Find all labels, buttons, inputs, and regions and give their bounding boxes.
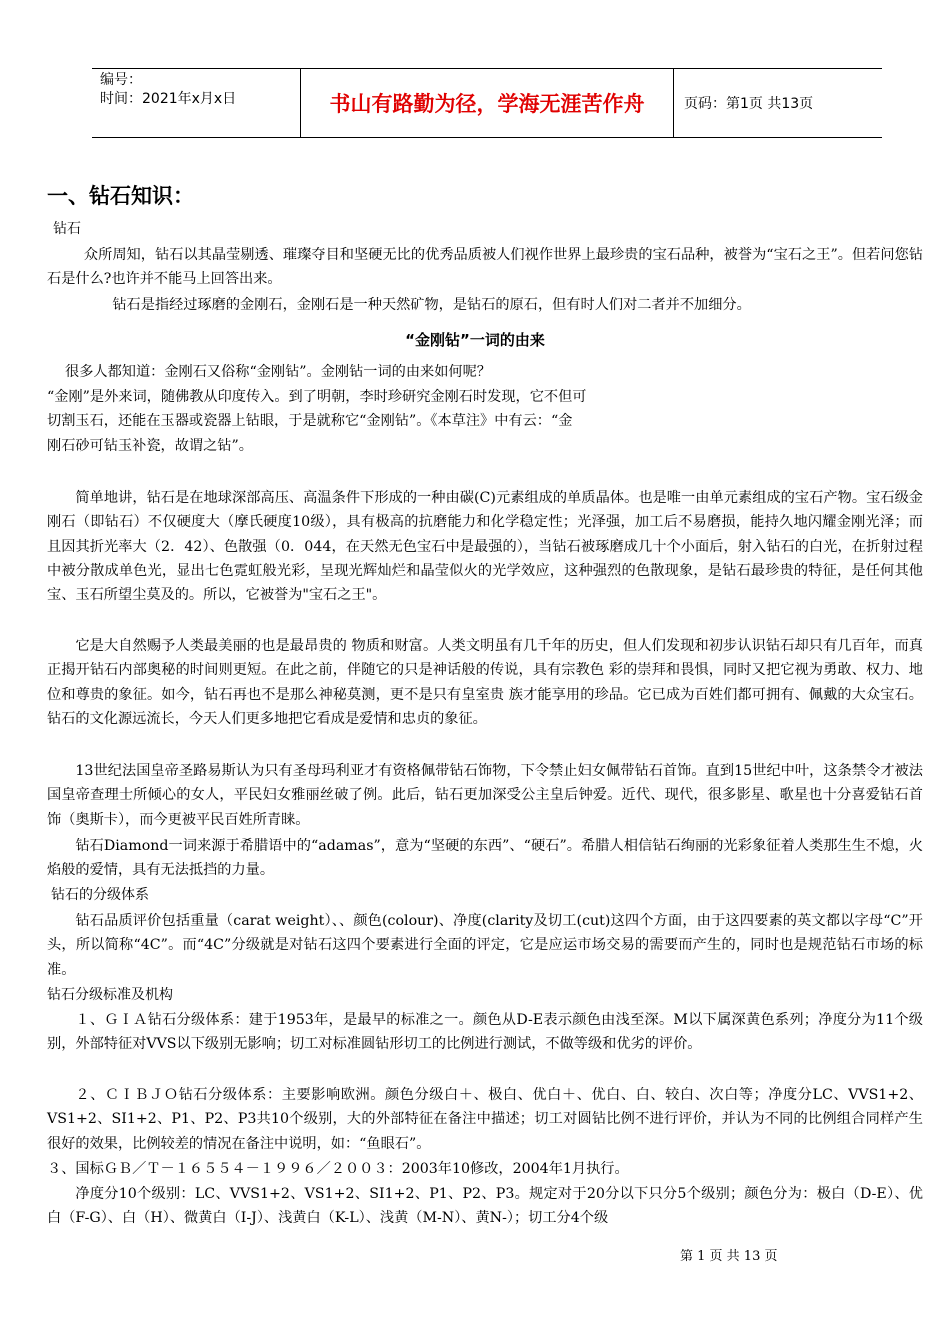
- origin-text-block: [47, 360, 707, 458]
- header-meta-cell: [92, 69, 300, 137]
- origin-line-1: 很多人都知道：金刚石又俗称“金刚钻”。金刚钻一词的由来如何呢？: [65, 364, 491, 380]
- origin-line-3: 切割玉石，还能在玉器或瓷器上钻眼，于是就称它“金刚钻”。《本草注》中有云：“金: [47, 413, 573, 429]
- paragraph-3: 简单地讲，钻石是在地球深部高压、高温条件下形成的一种由碳(C)元素组成的单质晶体。也是唯一由单元素组成的宝石产物。宝石级金刚石（即钻石）不仅硬度大（摩氏硬度10级），具有极高的抗磨能力和化学稳定性；光泽强，加工后不易磨损，能持久地闪耀金刚光泽；而且因其折光率大（2．42）、色散强（0．044，在天然无色宝石中是最强的），当钻石被琢磨成几十个小面后，射入钻石的白光，在折射过程中被分散成单色光，显出七色霓虹般光彩，呈现光辉灿烂和晶莹似火的光学效应，这种强烈的色散现象，是钻石最珍贵的特征，是任何其他宝、玉石所望尘莫及的。所以，它被誉为"宝石之王"。: [47, 490, 923, 604]
- paragraph-1: 众所周知，钻石以其晶莹剔透、璀璨夺目和坚硬无比的优秀品质被人们视作世界上最珍贵的宝石品种，被誉为“宝石之王”。但若问您钻石是什么?也许并不能马上回答出来。: [47, 247, 923, 288]
- paragraph-4: 它是大自然赐予人类最美丽的也是最昂贵的 物质和财富。人类文明虽有几千年的历史，但人们发现和初步认识钻石却只有几百年，而真正揭开钻石内部奥秘的时间则更短。在此之前，伴随它的只是神话般的传说，具有宗教色 彩的崇拜和畏惧，同时又把它视为勇敢、权力、地位和尊贵的象征。如今，钻石再也不是那么神秘莫测，更不是只有皇室贵 族才能享用的珍品。它已成为百姓们都可拥有、佩戴的大众宝石。钻石的文化源远流长，今天人们更多地把它看成是爱情和忠贞的象征。: [47, 638, 923, 727]
- paragraph-9: ２、ＣＩＢＪＯ钻石分级体系：主要影响欧洲。颜色分级白＋、极白、优白＋、优白、白、较白、次白等；净度分LC、VVS1+2、VS1+2、SI1+2、P1、P2、P3共10个级别，大的外部特征在备注中描述；切工对圆钻比例不进行评价，并认为不同的比例组合同样产生很好的效果，比例较差的情况在备注中说明，如：“鱼眼石”。: [47, 1087, 923, 1152]
- origin-line-2: “金刚”是外来词，随佛教从印度传入。到了明朝，李时珍研究金刚石时发现，它不但可: [47, 388, 587, 405]
- paragraph-8: １、ＧＩＡ钻石分级体系：建于1953年，是最早的标准之一。颜色从D-E表示颜色由浅至深。M以下属深黄色系列；净度分为11个级别，外部特征对VVS以下级别无影响；切工对标准圆钻形切工的比例进行测试，不做等级和优劣的评价。: [47, 1012, 923, 1053]
- origin-line-4: 刚石砂可钻玉补瓷，故谓之钻”。: [47, 437, 253, 454]
- number-label: 编号：: [100, 72, 142, 88]
- header-motto: 书山有路勤为径，学海无涯苦作舟: [300, 69, 674, 137]
- intro-label: 钻石: [53, 221, 81, 237]
- paragraph-10: ３、国标ＧＢ／Ｔ－１６５５４－１９９６／２００３：2003年10修改，2004年1月执行。: [47, 1161, 629, 1177]
- header-page-info: 页码：第1页 共13页: [684, 96, 814, 112]
- standards-label: 钻石分级标准及机构: [47, 987, 173, 1003]
- paragraph-7: 钻石品质评价包括重量（carat weight）、、颜色(colour)、净度(clarity及切工(cut)这四个方面，由于这四要素的英文都以字母“C”开头，所以简称“4C”。而“4C”分级就是对钻石这四个要素进行全面的评定，它是应运市场交易的需要而产生的，同时也是规范钻石市场的标准。: [47, 913, 923, 978]
- page-header-table: [92, 68, 882, 138]
- grading-label: 钻石的分级体系: [51, 887, 149, 903]
- section-heading: 一、钻石知识：: [47, 184, 194, 208]
- paragraph-6: 钻石Diamond一词来源于希腊语中的“adamas”，意为“坚硬的东西”、“硬石”。希腊人相信钻石绚丽的光彩象征着人类那生生不熄，火焰般的爱情，具有无法抵挡的力量。: [47, 838, 923, 879]
- page-footer: 第 1 页 共 13 页: [680, 1249, 778, 1264]
- paragraph-11: 净度分10个级别：LC、VVS1+2、VS1+2、SI1+2、P1、P2、P3。规定对于20分以下只分5个级别；颜色分为：极白（D-E）、优白（F-G）、白（H）、微黄白（I-J）、浅黄白（K-L）、浅黄（M-N）、黄N-）；切工分4个级: [47, 1186, 923, 1227]
- subtitle: “金刚钻”一词的由来: [405, 331, 545, 349]
- paragraph-5: 13世纪法国皇帝圣路易斯认为只有圣母玛利亚才有资格佩带钻石饰物，下令禁止妇女佩带钻石首饰。直到15世纪中叶，这条禁令才被法国皇帝查理士所倾心的女人，平民妇女雅丽丝破了例。此后，钻石更加深受公主皇后钟爱。近代、现代，很多影星、歌星也十分喜爱钻石首饰（奥斯卡），而今更被平民百姓所青睐。: [47, 763, 923, 828]
- time-label: 时间：2021年x月x日: [100, 91, 237, 107]
- paragraph-2: 钻石是指经过琢磨的金刚石，金刚石是一种天然矿物，是钻石的原石，但有时人们对二者并不加细分。: [112, 297, 751, 313]
